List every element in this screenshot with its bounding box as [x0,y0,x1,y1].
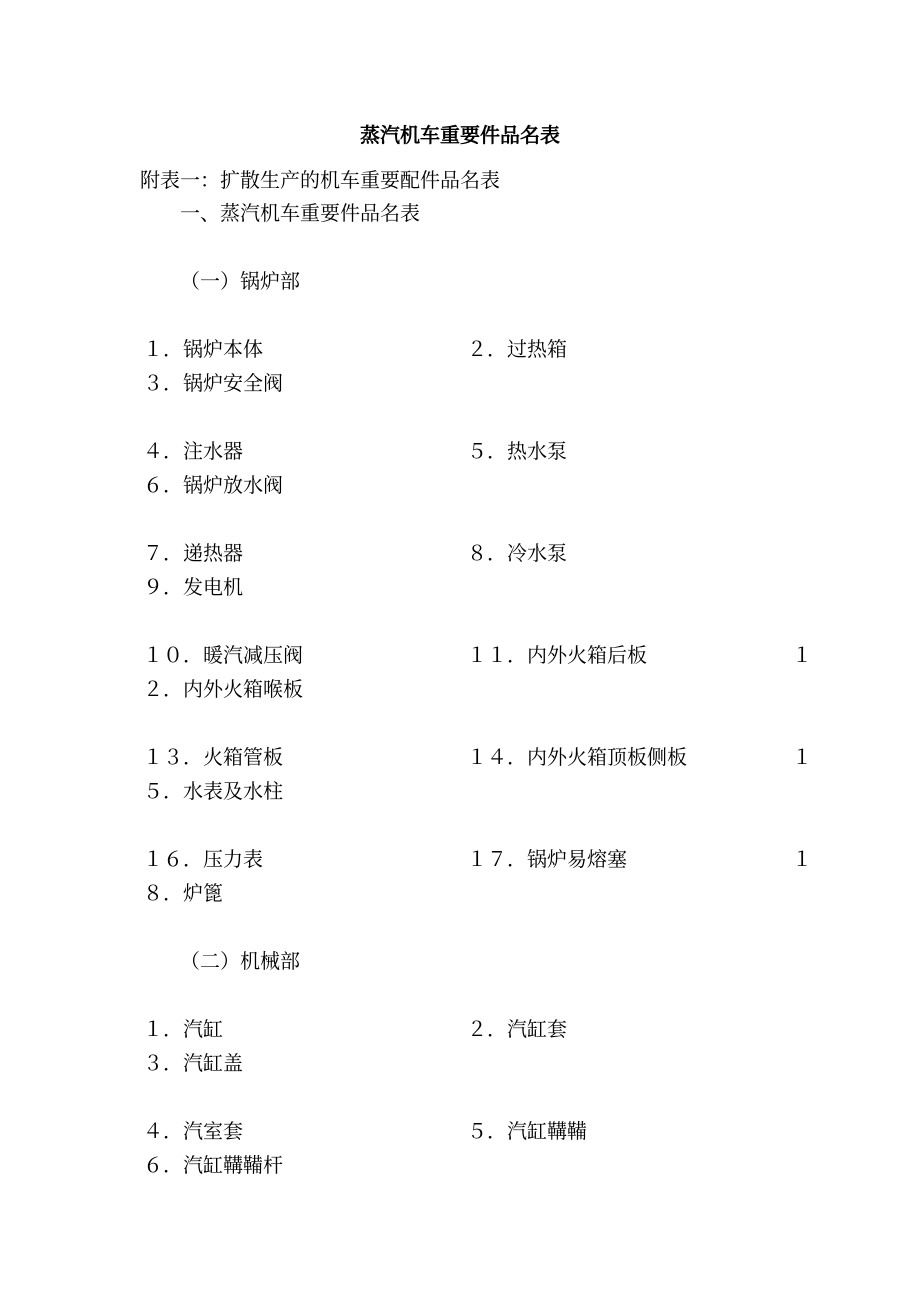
document-title: 蒸汽机车重要件品名表 [360,123,560,147]
item-text: ９．发电机 [143,575,243,599]
item-text: １６．压力表 [143,847,263,871]
item-text: １．锅炉本体 [143,337,263,361]
item-text: ６．锅炉放水阀 [143,473,283,497]
item-text: ７．递热器 [143,541,243,565]
item-text: １．汽缸 [143,1017,223,1041]
part2-heading: （二）机械部 [180,949,300,973]
item-text: ２．内外火箱喉板 [143,677,303,701]
item-text: ２．汽缸套 [467,1017,567,1041]
item-text: １４．内外火箱顶板侧板 [467,745,687,769]
item-text: ６．汽缸鞲鞴杆 [143,1153,283,1177]
item-text: ４．汽室套 [143,1119,243,1143]
part1-heading: （一）锅炉部 [180,269,300,293]
item-text: ５．汽缸鞲鞴 [467,1119,587,1143]
section-heading: 一、蒸汽机车重要件品名表 [180,201,420,225]
item-text: ４．注水器 [143,439,243,463]
item-text: ３．锅炉安全阀 [143,371,283,395]
item-text: １１．内外火箱后板 [467,643,647,667]
item-text: ２．过热箱 [467,337,567,361]
item-text: ５．水表及水柱 [143,779,283,803]
item-text: ３．汽缸盖 [143,1051,243,1075]
item-text: ８．冷水泵 [467,541,567,565]
item-text: ５．热水泵 [467,439,567,463]
appendix-heading: 附表一：扩散生产的机车重要配件品名表 [140,168,500,192]
item-text: ８．炉篦 [143,881,223,905]
item-text: １ [792,643,812,667]
item-text: １ [792,847,812,871]
item-text: １３．火箱管板 [143,745,283,769]
item-text: １ [792,745,812,769]
item-text: １０．暖汽减压阀 [143,643,303,667]
item-text: １７．锅炉易熔塞 [467,847,627,871]
